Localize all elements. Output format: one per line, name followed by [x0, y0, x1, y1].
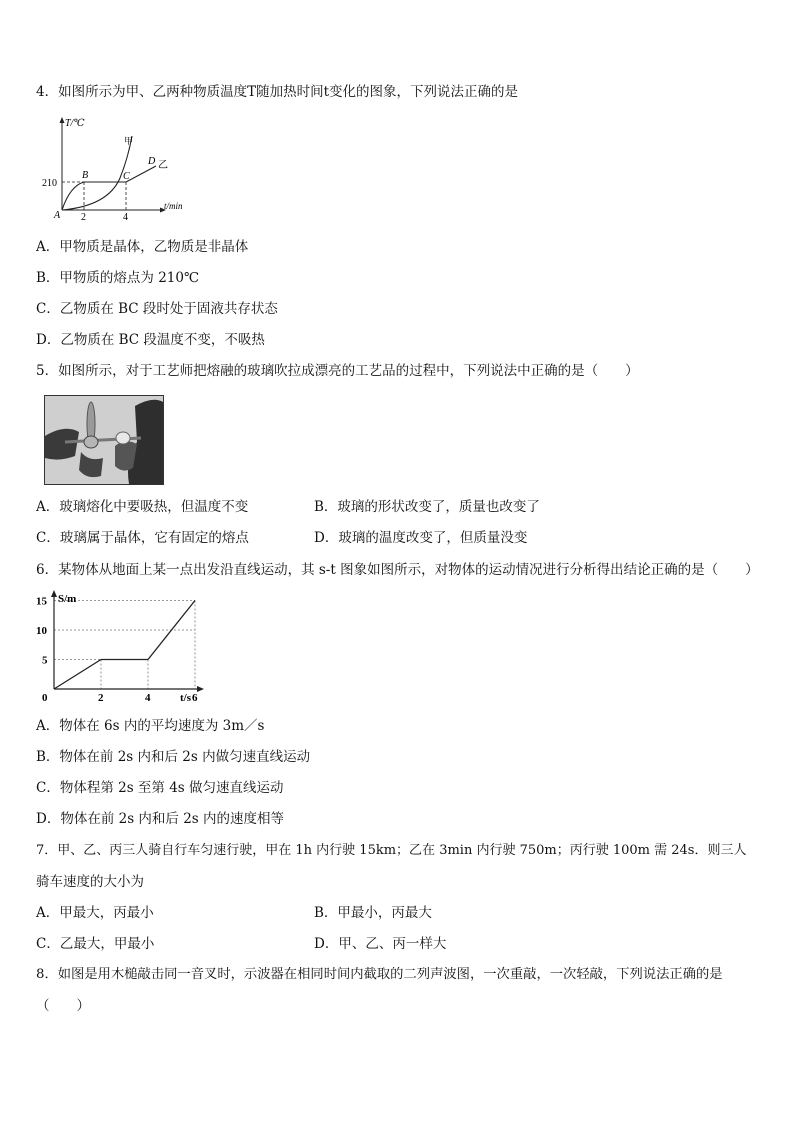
- st-x-axis-label: t/s: [180, 692, 191, 703]
- q5-option-d: D．玻璃的温度改变了，但质量没变: [314, 530, 528, 546]
- q4-curve-yi-label: 乙: [158, 160, 168, 171]
- st-y-axis-label: S/m: [58, 593, 77, 605]
- q4-y-tick-210: 210: [42, 178, 57, 189]
- q4-y-axis-label: T/℃: [65, 118, 85, 129]
- q4-option-a: A．甲物质是晶体，乙物质是非晶体: [36, 239, 249, 255]
- q7-option-c: C．乙最大，甲最小: [36, 936, 155, 952]
- q5-option-b: B．玻璃的形状改变了，质量也改变了: [314, 499, 540, 515]
- q8-stem-line2: （ ）: [36, 998, 90, 1014]
- q4-option-d: D．乙物质在 BC 段温度不变，不吸热: [36, 332, 265, 348]
- q4-curve-jia-label: 甲: [124, 136, 134, 146]
- q8-stem-line1: 8．如图是用木槌敲击同一音叉时，示波器在相同时间内截取的二列声波图，一次重敲，一次轻敲，下列说法正确的是: [36, 967, 723, 982]
- q7-option-d: D．甲、乙、丙一样大: [314, 936, 447, 952]
- q4-point-b: B: [82, 170, 89, 181]
- q4-option-b: B．甲物质的熔点为 210℃: [36, 270, 200, 286]
- q6-stem: 6．某物体从地面上某一点出发沿直线运动，其 s-t 图象如图所示，对物体的运动情况进行分析得出结论正确的是（ ）: [36, 562, 759, 578]
- q4-x-tick-2: 2: [81, 212, 86, 223]
- q4-x-tick-4: 4: [123, 212, 128, 223]
- q4-point-d: D: [148, 156, 156, 167]
- st-chart: [30, 588, 220, 703]
- q6-option-d: D．物体在前 2s 内和后 2s 内的速度相等: [36, 811, 285, 827]
- st-y-tick-label: 10: [36, 625, 47, 637]
- st-x-tick-label: 0: [42, 692, 48, 703]
- q6-option-b: B．物体在前 2s 内和后 2s 内做匀速直线运动: [36, 749, 311, 765]
- glassblowing-photo: [44, 395, 164, 485]
- q4-stem: 4．如图所示为甲、乙两种物质温度T随加热时间t变化的图象，下列说法正确的是: [36, 84, 519, 100]
- q7-option-b: B．甲最小，丙最大: [314, 905, 432, 921]
- q4-x-axis-label: t/min: [164, 201, 183, 211]
- st-series-segment: [54, 660, 101, 690]
- q5-stem: 5．如图所示，对于工艺师把熔融的玻璃吹拉成漂亮的工艺品的过程中，下列说法中正确的是（ ）: [36, 363, 639, 379]
- q6-option-c: C．物体程第 2s 至第 4s 做匀速直线运动: [36, 780, 284, 796]
- st-x-tick-label: 4: [145, 692, 151, 703]
- q7-stem-line2: 骑车速度的大小为: [36, 874, 144, 890]
- q4-point-a: A: [54, 210, 61, 221]
- st-x-tick-label: 6: [192, 692, 198, 703]
- q7-option-a: A．甲最大，丙最小: [36, 905, 154, 921]
- q5-option-c: C．玻璃属于晶体，它有固定的熔点: [36, 530, 249, 546]
- st-y-tick-label: 15: [36, 595, 47, 608]
- q4-figure: [40, 114, 200, 224]
- q7-stem-line1: 7．甲、乙、丙三人骑自行车匀速行驶，甲在 1h 内行驶 15km；乙在 3min 内行驶 750m；丙行驶 100m 需 24s．则三人: [36, 843, 747, 858]
- st-x-tick-label: 2: [98, 692, 104, 703]
- q4-point-c: C: [123, 171, 130, 182]
- q6-option-a: A．物体在 6s 内的平均速度为 3m／s: [36, 718, 265, 734]
- st-y-tick-label: 5: [42, 654, 48, 667]
- q4-option-c: C．乙物质在 BC 段时处于固液共存状态: [36, 301, 278, 317]
- q5-option-a: A．玻璃熔化中要吸热，但温度不变: [36, 499, 249, 515]
